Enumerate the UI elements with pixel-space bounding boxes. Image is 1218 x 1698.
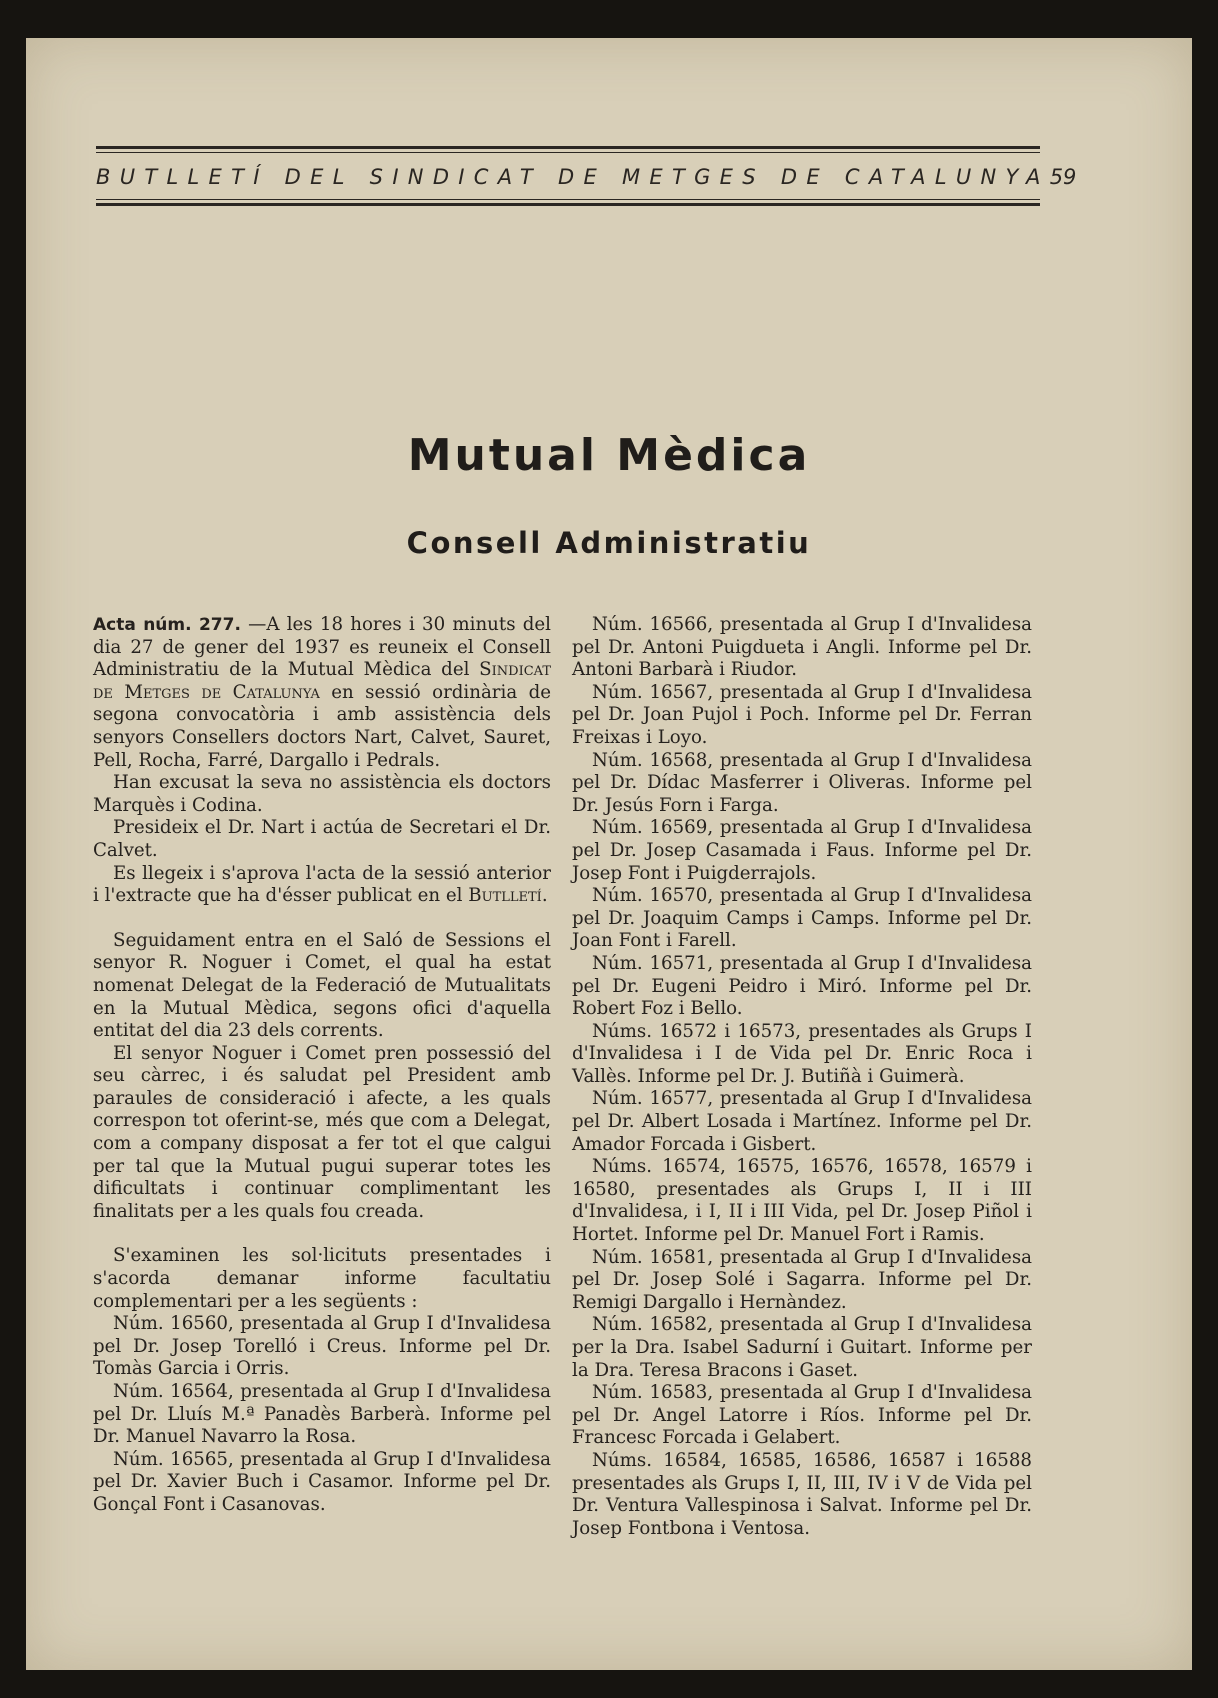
- right-column: [572, 614, 1032, 1540]
- acta-sindicat: Sindicat de Metges de Catalunya: [93, 659, 551, 703]
- application-entry: Núm. 16567, presentada al Grup I d'Invalidesa pel Dr. Joan Pujol i Poch. Informe pel Dr. Ferran Freixas i Loyo.: [572, 681, 1032, 748]
- application-entry: Núm. 16577, presentada al Grup I d'Invalidesa pel Dr. Albert Losada i Martínez. Informe pel Dr. Amador Forcada i Gisbert.: [572, 1088, 1032, 1155]
- page-number: 59: [1049, 165, 1077, 189]
- application-entry: Núm. 16560, presentada al Grup I d'Invalidesa pel Dr. Josep Torelló i Creus. Informe pel Dr. Tomàs Garcia i Orris.: [93, 1313, 551, 1380]
- paragraph: Presideix el Dr. Nart i actúa de Secretari el Dr. Calvet.: [93, 817, 551, 861]
- application-entry: Núm. 16571, presentada al Grup I d'Invalidesa pel Dr. Eugeni Peidro i Miró. Informe pel Dr. Robert Foz i Bello.: [572, 952, 1032, 1020]
- acta-prev-paragraph: [93, 863, 551, 908]
- application-entry: Núm. 16582, presentada al Grup I d'Invalidesa per la Dra. Isabel Sadurní i Guitart. Informe per la Dra. Teresa Bracons i Gaset.: [572, 1314, 1032, 1381]
- application-entry: Núm. 16566, presentada al Grup I d'Invalidesa pel Dr. Antoni Puigdueta i Angli. Informe pel Dr. Antoni Barbarà i Riudor.: [572, 614, 1032, 681]
- document-page: [26, 38, 1192, 1670]
- acta-label: Acta núm. 277.: [93, 615, 241, 635]
- application-entry: Núm. 16565, presentada al Grup I d'Invalidesa pel Dr. Xavier Buch i Casamor. Informe pel Dr. Gonçal Font i Casanovas.: [93, 1448, 551, 1515]
- journal-title: BUTLLETÍ DEL SINDICAT DE METGES DE CATALUNYA: [96, 165, 1050, 189]
- acta-intro-a: —A les 18 hores i 30 minuts del dia 27 de gener del 1937 es reuneix el Consell Administratiu de la Mutual Mèdica del: [93, 614, 551, 681]
- acta-intro-b: en sessió ordinària de segona convocatòria i amb assistència dels senyors Consellers doctors Nart, Calvet, Sauret, Pell, Rocha, Farré, Dargallo i Pedrals.: [93, 681, 551, 771]
- application-entry: Núm. 16569, presentada al Grup I d'Invalidesa pel Dr. Josep Casamada i Faus. Informe pel Dr. Josep Font i Puigderrajols.: [572, 817, 1032, 884]
- acta-prev-end: .: [541, 885, 548, 907]
- application-entry: Núm. 16583, presentada al Grup I d'Invalidesa pel Dr. Angel Latorre i Ríos. Informe pel Dr. Francesc Forcada i Gelabert.: [572, 1382, 1032, 1449]
- page-title: Mutual Mèdica: [407, 430, 811, 481]
- section-subtitle: Consell Administratiu: [406, 526, 812, 560]
- application-entry: Núms. 16574, 16575, 16576, 16578, 16579 i 16580, presentades als Grups I, II i III d'Invalidesa, i I, II i III Vida, pel Dr. Josep Piñol i Hortet. Informe pel Dr. Manuel Fort i Ramis.: [572, 1156, 1032, 1246]
- paragraph: Seguidament entra en el Saló de Sessions el senyor R. Noguer i Comet, el qual ha estat nomenat Delegat de la Federació de Mutualitats en la Mutual Mèdica, segons ofici d'aquella entitat del dia 23 dels corrents.: [93, 929, 551, 1042]
- acta-paragraph: [93, 614, 551, 772]
- application-entry: Núms. 16584, 16585, 16586, 16587 i 16588 presentades als Grups I, II, III, IV i V de Vida pel Dr. Ventura Vallespinosa i Salvat. Informe pel Dr. Josep Fontbona i Ventosa.: [572, 1449, 1032, 1539]
- butlleti-name: Butlletí: [468, 885, 542, 907]
- header-rule-bottom-thin: [96, 199, 1040, 200]
- left-column: [93, 614, 551, 1517]
- header-rule-top: [96, 146, 1040, 149]
- application-entry: Núm. 16581, presentada al Grup I d'Invalidesa pel Dr. Josep Solé i Sagarra. Informe pel Dr. Remigi Dargallo i Hernàndez.: [572, 1246, 1032, 1313]
- application-entry: Núm. 16570, presentada al Grup I d'Invalidesa pel Dr. Joaquim Camps i Camps. Informe pel Dr. Joan Font i Farell.: [572, 885, 1032, 952]
- running-header: [96, 146, 1077, 206]
- application-entry: Núm. 16564, presentada al Grup I d'Invalidesa pel Dr. Lluís M.ª Panadès Barberà. Informe pel Dr. Manuel Navarro la Rosa.: [93, 1381, 551, 1448]
- acta-prev-text: Es llegeix i s'aprova l'acta de la sessió anterior i l'extracte que ha d'ésser publicat en el: [93, 862, 551, 907]
- header-text: [96, 153, 1077, 199]
- paragraph: S'examinen les sol·licituts presentades i s'acorda demanar informe facultatiu complementari per a les següents :: [93, 1245, 551, 1312]
- application-entry: Núms. 16572 i 16573, presentades als Grups I d'Invalidesa i I de Vida pel Dr. Enric Roca i Vallès. Informe pel Dr. J. Butiñà i Guimerà.: [572, 1020, 1032, 1087]
- header-rule-bottom: [96, 203, 1040, 206]
- paragraph: El senyor Noguer i Comet pren possessió del seu càrrec, i és saludat pel President amb paraules de consideració i afecte, a les quals correspon tot oferint-se, més que com a Delegat, com a company disposat a fer tot el que calgui per tal que la Mutual pugui superar totes les dificultats i continuar complimentant les finalitats per a les quals fou creada.: [93, 1042, 551, 1222]
- paragraph: Han excusat la seva no assistència els doctors Marquès i Codina.: [93, 772, 551, 816]
- application-entry: Núm. 16568, presentada al Grup I d'Invalidesa pel Dr. Dídac Masferrer i Oliveras. Informe pel Dr. Jesús Forn i Farga.: [572, 749, 1032, 816]
